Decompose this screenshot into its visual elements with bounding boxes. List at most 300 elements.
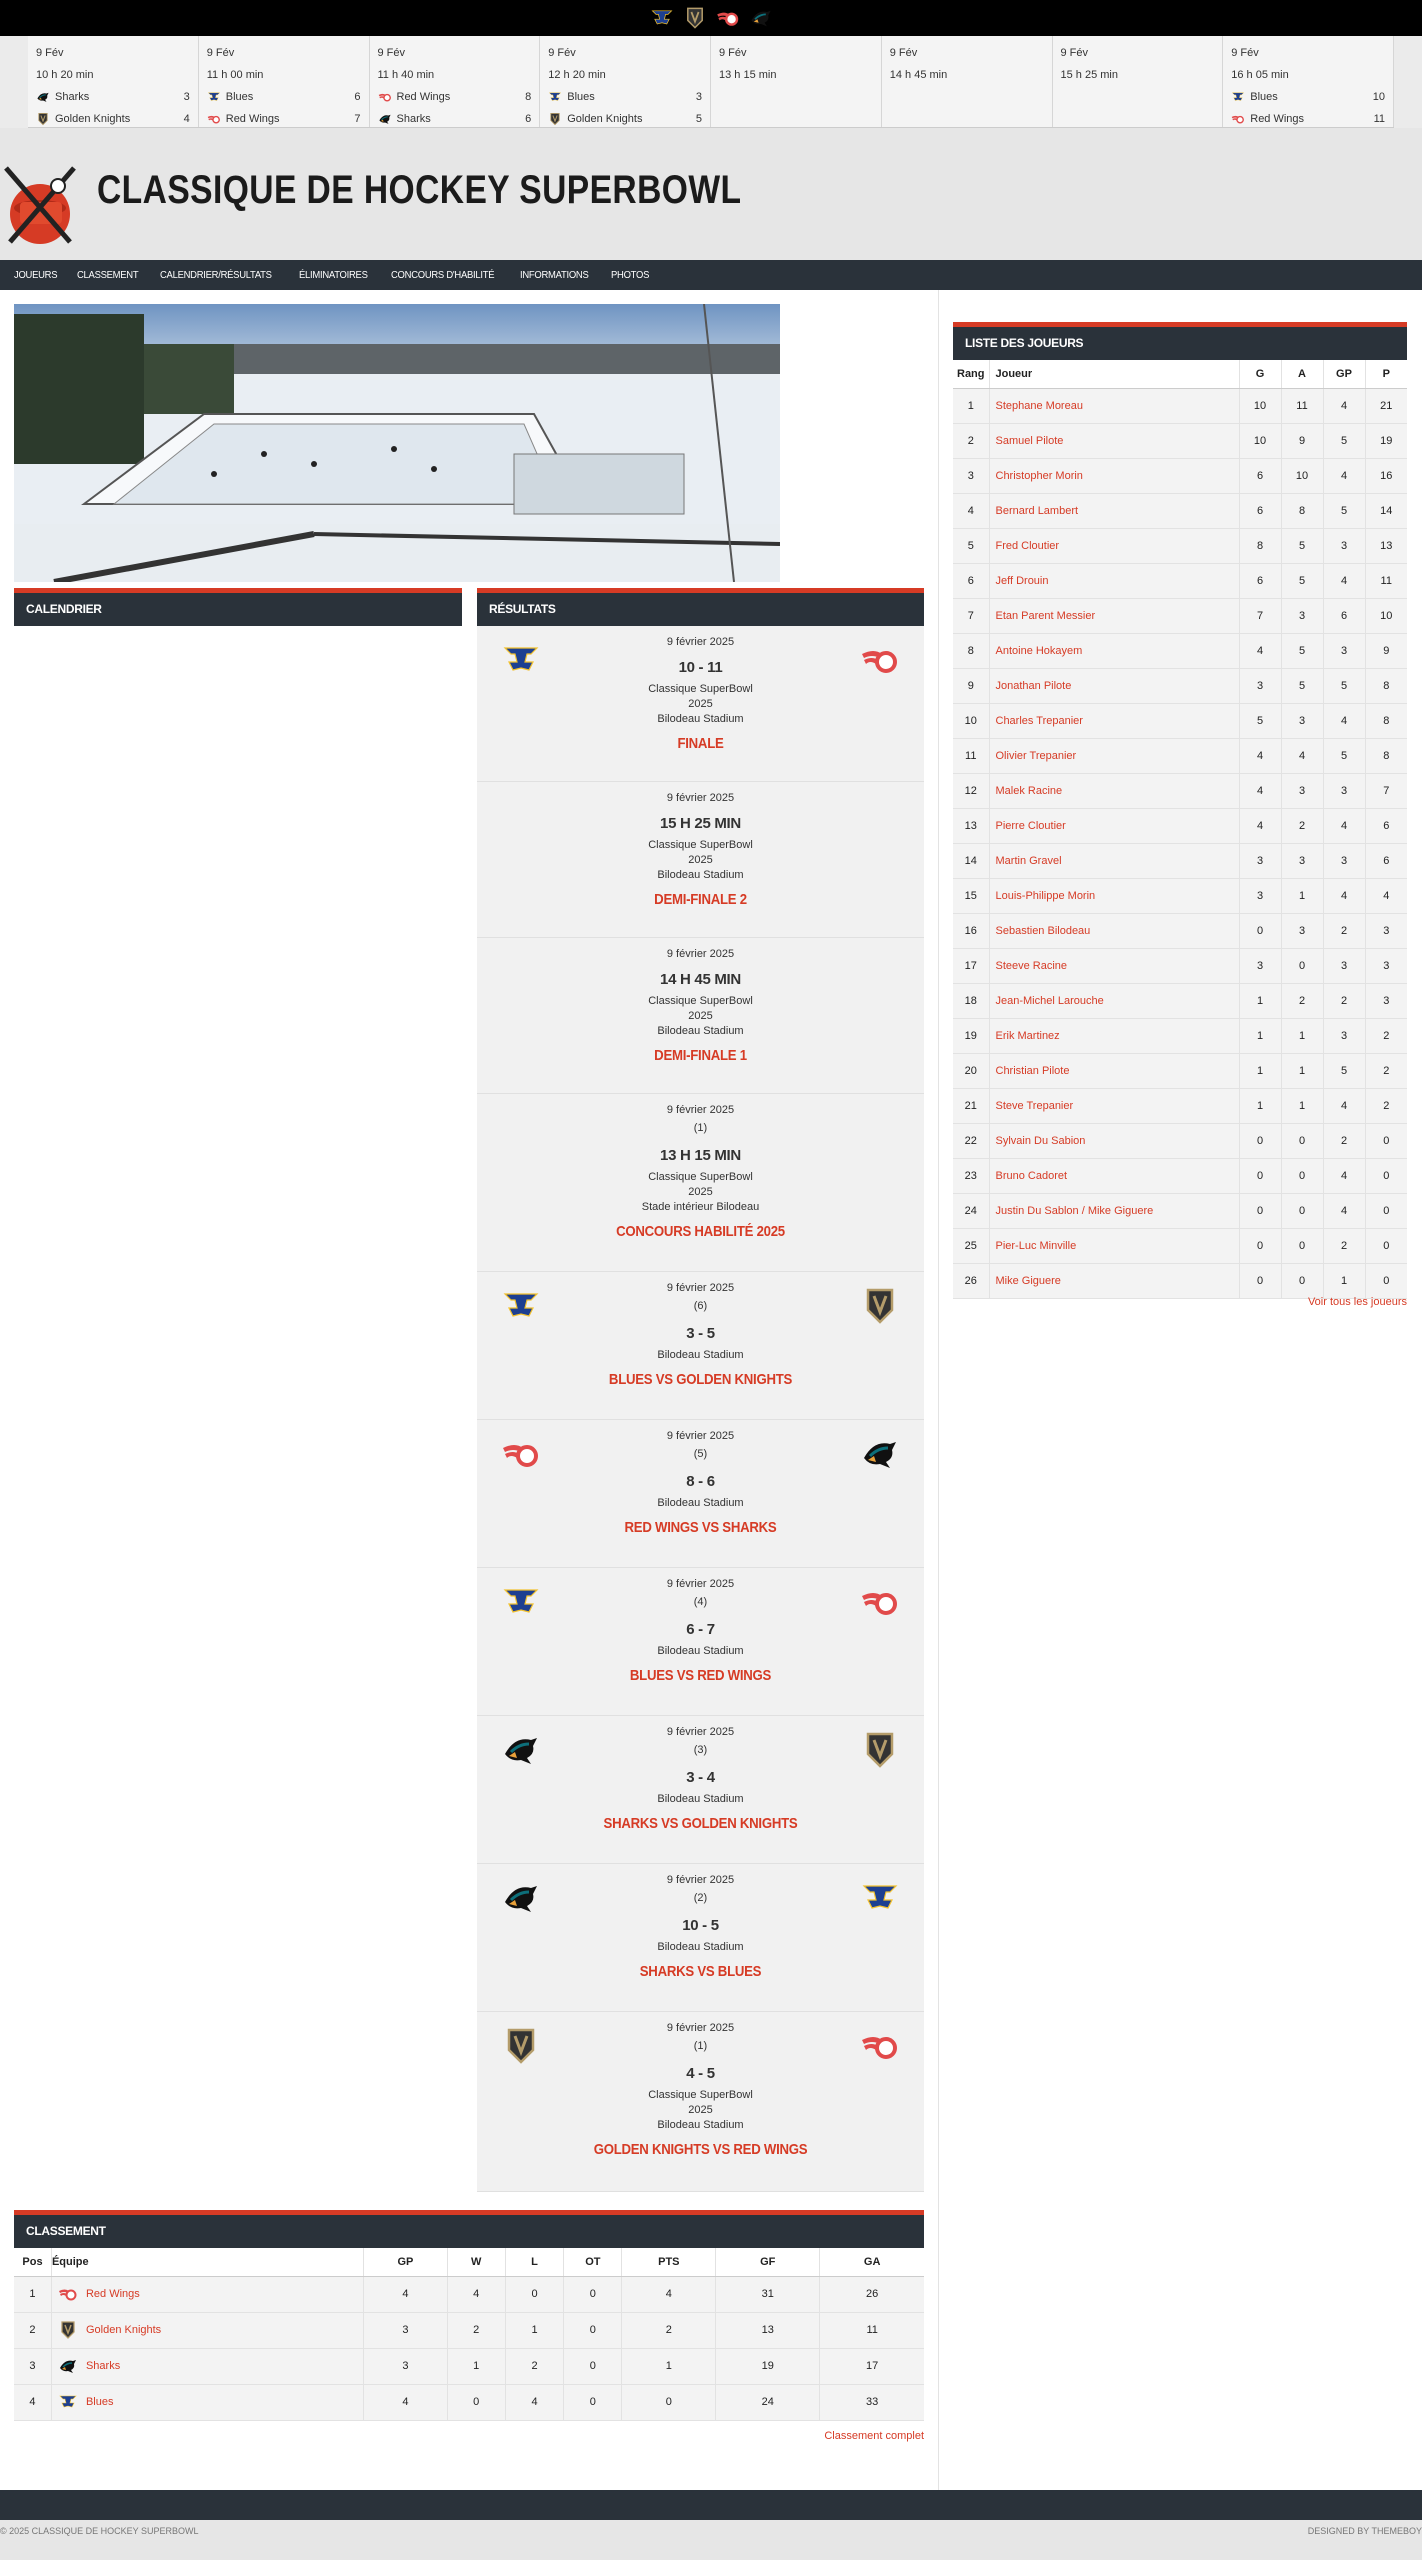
- red-wings-logo[interactable]: [860, 1582, 900, 1622]
- sharks-logo: [378, 112, 392, 126]
- sharks-logo[interactable]: [860, 1434, 900, 1474]
- player-row: [953, 1158, 1407, 1193]
- standings-stat-cell: 3: [364, 2348, 447, 2384]
- view-all-players-link[interactable]: Voir tous les joueurs: [1307, 1296, 1407, 1308]
- ticker-team-name: Blues: [225, 91, 254, 103]
- result-title-link[interactable]: DEMI-FINALE 1: [654, 1047, 747, 1064]
- blues-logo[interactable]: [650, 6, 674, 30]
- standings-stat-cell: 2: [505, 2348, 563, 2384]
- player-link[interactable]: Christian Pilote: [995, 1064, 1070, 1077]
- player-stat-cell: 1: [1239, 1088, 1281, 1123]
- player-name-cell: [989, 808, 1239, 843]
- player-link[interactable]: Pierre Cloutier: [995, 819, 1066, 832]
- standings-col-header[interactable]: L: [505, 2248, 563, 2276]
- standings-stat-cell: 1: [447, 2348, 505, 2384]
- red-wings-logo: [378, 90, 392, 104]
- standings-row: [14, 2348, 924, 2384]
- player-stat-cell: 3: [1323, 1018, 1365, 1053]
- result-date: 9 février 2025: [666, 1726, 735, 1738]
- ticker-game[interactable]: [711, 36, 882, 127]
- standings-col-header[interactable]: Pos: [14, 2248, 51, 2276]
- standings-col-header[interactable]: OT: [564, 2248, 622, 2276]
- ticker-game[interactable]: [28, 36, 199, 127]
- player-stat-cell: 1: [1281, 1088, 1323, 1123]
- ticker-team-row: [36, 86, 190, 108]
- result-card[interactable]: [477, 782, 924, 938]
- player-stat-cell: 5: [953, 528, 989, 563]
- player-stat-cell: 5: [1281, 668, 1323, 703]
- standings-team-link[interactable]: Golden Knights: [85, 2323, 162, 2336]
- player-link[interactable]: Pier-Luc Minville: [995, 1239, 1077, 1252]
- ticker-team-score: 3: [695, 91, 702, 103]
- player-name-cell: [989, 1263, 1239, 1298]
- player-name-cell: [989, 913, 1239, 948]
- golden-knights-logo[interactable]: [860, 1730, 900, 1770]
- result-date: 9 février 2025: [666, 1578, 735, 1590]
- ticker-game[interactable]: [540, 36, 711, 127]
- standings-stat-cell: 24: [716, 2384, 820, 2420]
- player-stat-cell: 0: [1239, 1123, 1281, 1158]
- ticker-team-row: [207, 86, 361, 108]
- player-link[interactable]: Malek Racine: [995, 784, 1063, 797]
- ticker-team-score: 3: [183, 91, 190, 103]
- player-row: [953, 423, 1407, 458]
- standings-stat-cell: 2: [14, 2312, 51, 2348]
- player-name-cell: [989, 1123, 1239, 1158]
- standings-team-link[interactable]: Red Wings: [85, 2287, 140, 2300]
- player-link[interactable]: Sebastien Bilodeau: [995, 924, 1091, 937]
- player-link[interactable]: Jean-Michel Larouche: [995, 994, 1104, 1007]
- ticker-time: 16 h 05 min: [1231, 69, 1289, 81]
- result-venue: Bilodeau Stadium: [657, 713, 744, 725]
- player-link[interactable]: Antoine Hokayem: [995, 644, 1083, 657]
- standings-stat-cell: 13: [716, 2312, 820, 2348]
- sharks-logo[interactable]: [501, 1730, 541, 1770]
- players-table-header: [953, 360, 1407, 388]
- player-stat-cell: 0: [1365, 1158, 1407, 1193]
- ticker-team-name: Golden Knights: [567, 113, 643, 125]
- player-stat-cell: 3: [1323, 528, 1365, 563]
- result-date: 9 février 2025: [666, 2022, 735, 2034]
- nav-item-calendrier-résultats[interactable]: CALENDRIER/RÉSULTATS: [160, 269, 272, 281]
- player-link[interactable]: Fred Cloutier: [995, 539, 1060, 552]
- standings-stat-cell: 2: [447, 2312, 505, 2348]
- standings-col-header[interactable]: Équipe: [51, 2248, 363, 2276]
- ticker-game[interactable]: [882, 36, 1053, 127]
- result-title-link[interactable]: FINALE: [677, 735, 724, 752]
- nav-item-photos[interactable]: PHOTOS: [611, 269, 650, 281]
- ticker-game[interactable]: [1223, 36, 1394, 127]
- red-wings-logo[interactable]: [860, 640, 900, 680]
- player-link[interactable]: Samuel Pilote: [995, 434, 1064, 447]
- player-name-cell: [989, 493, 1239, 528]
- standings-stat-cell: 1: [14, 2276, 51, 2312]
- ticker-date: 9 Fév: [206, 47, 235, 59]
- golden-knights-logo[interactable]: [58, 2320, 78, 2340]
- player-stat-cell: 2: [1365, 1088, 1407, 1123]
- ticker-game[interactable]: [199, 36, 370, 127]
- full-standings-link[interactable]: Classement complet: [824, 2430, 924, 2442]
- ticker-team-name: Blues: [567, 91, 595, 103]
- top-logo-bar: [0, 0, 1422, 36]
- player-stat-cell: 8: [953, 633, 989, 668]
- player-stat-cell: 6: [1323, 598, 1365, 633]
- player-stat-cell: 4: [1239, 738, 1281, 773]
- player-stat-cell: 3: [1365, 948, 1407, 983]
- player-name-cell: [989, 528, 1239, 563]
- player-stat-cell: 5: [1323, 1053, 1365, 1088]
- result-title-link[interactable]: GOLDEN KNIGHTS VS RED WINGS: [593, 2141, 808, 2158]
- player-stat-cell: 3: [1323, 773, 1365, 808]
- standings-stat-cell: 0: [564, 2348, 622, 2384]
- player-name-cell: [989, 1228, 1239, 1263]
- standings-team-cell: [51, 2276, 363, 2312]
- result-title-link[interactable]: BLUES VS GOLDEN KNIGHTS: [608, 1371, 793, 1388]
- players-col-header[interactable]: GP: [1323, 360, 1365, 388]
- player-stat-cell: 5: [1239, 703, 1281, 738]
- designed-by-text[interactable]: DESIGNED BY THEMEBOY: [1307, 2526, 1422, 2536]
- player-stat-cell: 4: [1323, 808, 1365, 843]
- sharks-logo[interactable]: [58, 2356, 78, 2376]
- ticker-game[interactable]: [1053, 36, 1224, 127]
- player-stat-cell: 0: [1281, 1263, 1323, 1298]
- ticker-team-row: [36, 108, 190, 130]
- player-stat-cell: 0: [1239, 1263, 1281, 1298]
- player-name-cell: [989, 668, 1239, 703]
- player-stat-cell: 22: [953, 1123, 989, 1158]
- red-wings-logo[interactable]: [860, 2026, 900, 2066]
- player-stat-cell: 21: [953, 1088, 989, 1123]
- result-date: 9 février 2025: [666, 636, 735, 648]
- player-stat-cell: 3: [1281, 703, 1323, 738]
- main-content: [0, 290, 1422, 2490]
- result-card[interactable]: [477, 626, 924, 782]
- result-venue: Classique SuperBowl: [648, 2089, 753, 2101]
- result-card[interactable]: [477, 1716, 924, 1864]
- player-stat-cell: 3: [1281, 598, 1323, 633]
- player-stat-cell: 6: [1365, 843, 1407, 878]
- player-stat-cell: 4: [953, 493, 989, 528]
- result-venue: Classique SuperBowl: [648, 995, 753, 1007]
- standings-stat-cell: 26: [820, 2276, 924, 2312]
- result-venue: Bilodeau Stadium: [657, 1645, 744, 1657]
- ticker-team-name: Golden Knights: [55, 113, 131, 125]
- calendar-widget-title: CALENDRIER: [14, 588, 462, 626]
- result-venue: 2025: [688, 1186, 713, 1198]
- player-stat-cell: 19: [953, 1018, 989, 1053]
- result-title-link[interactable]: BLUES VS RED WINGS: [629, 1667, 772, 1684]
- player-name-cell: [989, 703, 1239, 738]
- result-card[interactable]: [477, 938, 924, 1094]
- player-stat-cell: 2: [1281, 808, 1323, 843]
- results-list: [477, 626, 924, 2192]
- player-stat-cell: 2: [1323, 1228, 1365, 1263]
- ticker-time: 11 h 40 min: [377, 69, 435, 81]
- result-card[interactable]: [477, 1864, 924, 2012]
- player-link[interactable]: Sylvain Du Sabion: [995, 1134, 1086, 1147]
- blues-logo: [1231, 90, 1245, 104]
- player-stat-cell: 0: [1365, 1193, 1407, 1228]
- player-stat-cell: 3: [1239, 878, 1281, 913]
- result-date: 9 février 2025: [666, 1282, 735, 1294]
- result-score: 8 - 6: [686, 1473, 715, 1490]
- ticker-date: 9 Fév: [548, 47, 576, 59]
- ticker-date: 9 Fév: [377, 47, 406, 59]
- standings-col-header[interactable]: GA: [820, 2248, 924, 2276]
- player-name-cell: [989, 1193, 1239, 1228]
- red-wings-logo: [207, 112, 221, 126]
- player-link[interactable]: Bruno Cadoret: [995, 1169, 1068, 1182]
- result-venue: Classique SuperBowl: [648, 839, 753, 851]
- player-stat-cell: 0: [1365, 1263, 1407, 1298]
- players-col-header[interactable]: Rang: [953, 360, 989, 388]
- player-stat-cell: 10: [953, 703, 989, 738]
- player-link[interactable]: Jeff Drouin: [995, 574, 1049, 587]
- player-stat-cell: 3: [1281, 773, 1323, 808]
- blues-logo[interactable]: [501, 1582, 541, 1622]
- player-stat-cell: 11: [1281, 388, 1323, 423]
- player-row: [953, 563, 1407, 598]
- player-stat-cell: 4: [1323, 1193, 1365, 1228]
- player-stat-cell: 0: [1239, 1193, 1281, 1228]
- ticker-team-row: [378, 86, 532, 108]
- result-game-number: (1): [693, 1122, 708, 1134]
- player-link[interactable]: Olivier Trepanier: [995, 749, 1077, 762]
- player-stat-cell: 3: [1323, 948, 1365, 983]
- player-stat-cell: 7: [1365, 773, 1407, 808]
- player-stat-cell: 9: [1365, 633, 1407, 668]
- player-stat-cell: 4: [1239, 773, 1281, 808]
- sharks-logo[interactable]: [501, 1878, 541, 1918]
- player-stat-cell: 14: [1365, 493, 1407, 528]
- player-row: [953, 528, 1407, 563]
- nav-item-classement[interactable]: CLASSEMENT: [77, 269, 139, 281]
- footer-bar: [0, 2490, 1422, 2520]
- scores-ticker: [28, 36, 1394, 128]
- sharks-logo: [36, 90, 50, 104]
- player-name-cell: [989, 1158, 1239, 1193]
- footer: [0, 2520, 1422, 2560]
- result-card[interactable]: [477, 2012, 924, 2192]
- player-row: [953, 1123, 1407, 1158]
- player-link[interactable]: Jonathan Pilote: [995, 679, 1072, 692]
- golden-knights-logo: [548, 112, 562, 126]
- result-venue: Bilodeau Stadium: [657, 869, 744, 881]
- ticker-team-row: [207, 108, 361, 130]
- blues-logo[interactable]: [58, 2392, 78, 2412]
- result-card[interactable]: [477, 1568, 924, 1716]
- players-col-header[interactable]: A: [1281, 360, 1323, 388]
- result-title-link[interactable]: CONCOURS HABILITÉ 2025: [616, 1223, 785, 1240]
- players-col-header[interactable]: G: [1239, 360, 1281, 388]
- player-stat-cell: 10: [1239, 423, 1281, 458]
- player-link[interactable]: Mike Giguere: [995, 1274, 1061, 1287]
- player-stat-cell: 3: [1365, 983, 1407, 1018]
- blues-logo[interactable]: [501, 1286, 541, 1326]
- golden-knights-logo[interactable]: [860, 1286, 900, 1326]
- player-link[interactable]: Etan Parent Messier: [995, 609, 1096, 622]
- player-stat-cell: 25: [953, 1228, 989, 1263]
- player-stat-cell: 8: [1281, 493, 1323, 528]
- standings-stat-cell: 31: [716, 2276, 820, 2312]
- player-stat-cell: 2: [1365, 1053, 1407, 1088]
- player-name-cell: [989, 633, 1239, 668]
- player-stat-cell: 3: [1281, 913, 1323, 948]
- player-stat-cell: 7: [1239, 598, 1281, 633]
- ticker-team-name: Red Wings: [225, 113, 280, 125]
- player-row: [953, 703, 1407, 738]
- player-stat-cell: 10: [1365, 598, 1407, 633]
- standings-row: [14, 2312, 924, 2348]
- player-name-cell: [989, 1053, 1239, 1088]
- player-name-cell: [989, 948, 1239, 983]
- player-stat-cell: 0: [1281, 1123, 1323, 1158]
- player-link[interactable]: Martin Gravel: [995, 854, 1062, 867]
- result-venue: Bilodeau Stadium: [657, 1025, 744, 1037]
- ticker-team-name: Sharks: [55, 91, 90, 103]
- blues-logo[interactable]: [501, 640, 541, 680]
- player-stat-cell: 1: [953, 388, 989, 423]
- result-title-link[interactable]: DEMI-FINALE 2: [654, 891, 747, 908]
- standings-stat-cell: 4: [14, 2384, 51, 2420]
- player-link[interactable]: Steve Trepanier: [995, 1099, 1074, 1112]
- ticker-team-name: Sharks: [396, 113, 431, 125]
- player-link[interactable]: Charles Trepanier: [995, 714, 1083, 727]
- standings-stat-cell: 1: [505, 2312, 563, 2348]
- ticker-team-name: Red Wings: [396, 91, 451, 103]
- main-nav: [0, 260, 1422, 290]
- golden-knights-logo: [36, 112, 50, 126]
- player-stat-cell: 6: [1239, 493, 1281, 528]
- nav-item-joueurs[interactable]: JOUEURS: [14, 269, 58, 281]
- standings-row: [14, 2384, 924, 2420]
- player-stat-cell: 8: [1239, 528, 1281, 563]
- red-wings-logo[interactable]: [501, 1434, 541, 1474]
- ticker-team-score: 11: [1373, 113, 1385, 125]
- player-row: [953, 1088, 1407, 1123]
- standings-stat-cell: 3: [364, 2312, 447, 2348]
- nav-item-informations[interactable]: INFORMATIONS: [520, 269, 589, 281]
- site-logo[interactable]: [0, 158, 92, 250]
- player-stat-cell: 24: [953, 1193, 989, 1228]
- player-row: [953, 458, 1407, 493]
- red-wings-logo[interactable]: [58, 2284, 78, 2304]
- player-link[interactable]: Louis-Philippe Morin: [995, 889, 1096, 902]
- standings-stat-cell: 0: [505, 2276, 563, 2312]
- standings-stat-cell: 0: [564, 2312, 622, 2348]
- result-title-link[interactable]: SHARKS VS GOLDEN KNIGHTS: [603, 1815, 798, 1832]
- players-col-header[interactable]: P: [1365, 360, 1407, 388]
- ticker-team-score: 6: [525, 113, 532, 125]
- player-stat-cell: 7: [953, 598, 989, 633]
- player-link[interactable]: Christopher Morin: [995, 469, 1083, 482]
- result-game-number: (3): [693, 1744, 708, 1756]
- result-game-number: (4): [693, 1596, 708, 1608]
- player-link[interactable]: Stephane Moreau: [995, 399, 1083, 412]
- player-row: [953, 388, 1407, 423]
- player-name-cell: [989, 1018, 1239, 1053]
- player-link[interactable]: Bernard Lambert: [995, 504, 1079, 517]
- player-stat-cell: 0: [1365, 1123, 1407, 1158]
- player-stat-cell: 1: [1239, 1053, 1281, 1088]
- standings-col-header[interactable]: W: [447, 2248, 505, 2276]
- player-stat-cell: 0: [1281, 1158, 1323, 1193]
- standings-stat-cell: 33: [820, 2384, 924, 2420]
- player-link[interactable]: Erik Martinez: [995, 1029, 1060, 1042]
- standings-table-header: [14, 2248, 924, 2276]
- player-name-cell: [989, 388, 1239, 423]
- copyright-text: © 2025 CLASSIQUE DE HOCKEY SUPERBOWL: [0, 2526, 199, 2536]
- player-row: [953, 598, 1407, 633]
- result-card[interactable]: [477, 1420, 924, 1568]
- standings-col-header[interactable]: GF: [716, 2248, 820, 2276]
- result-title-link[interactable]: SHARKS VS BLUES: [639, 1963, 762, 1980]
- ticker-time: 10 h 20 min: [36, 69, 94, 81]
- player-stat-cell: 2: [1323, 983, 1365, 1018]
- player-stat-cell: 2: [1323, 913, 1365, 948]
- result-venue: Classique SuperBowl: [648, 1171, 753, 1183]
- red-wings-logo[interactable]: [716, 6, 740, 30]
- player-stat-cell: 3: [1239, 948, 1281, 983]
- standings-team-link[interactable]: Sharks: [85, 2359, 121, 2372]
- blues-logo[interactable]: [860, 1878, 900, 1918]
- result-score: 14 H 45 MIN: [660, 971, 741, 988]
- player-stat-cell: 5: [1323, 668, 1365, 703]
- player-stat-cell: 3: [1239, 843, 1281, 878]
- standings-stat-cell: 19: [716, 2348, 820, 2384]
- player-row: [953, 878, 1407, 913]
- player-row: [953, 738, 1407, 773]
- player-stat-cell: 1: [1323, 1263, 1365, 1298]
- results-widget-title: RÉSULTATS: [477, 588, 924, 626]
- result-date: 9 février 2025: [666, 1430, 735, 1442]
- player-row: [953, 808, 1407, 843]
- golden-knights-logo[interactable]: [683, 6, 707, 30]
- standings-team-link[interactable]: Blues: [85, 2395, 114, 2408]
- site-title[interactable]: CLASSIQUE DE HOCKEY SUPERBOWL: [97, 168, 742, 212]
- nav-item-concours-d-habilité[interactable]: CONCOURS D'HABILITÉ: [390, 269, 494, 281]
- rink-photo: [14, 304, 780, 582]
- player-stat-cell: 16: [1365, 458, 1407, 493]
- player-stat-cell: 4: [1323, 1088, 1365, 1123]
- player-stat-cell: 20: [953, 1053, 989, 1088]
- player-link[interactable]: Steeve Racine: [995, 959, 1068, 972]
- ticker-time: 13 h 15 min: [719, 69, 777, 81]
- sharks-logo[interactable]: [749, 6, 773, 30]
- player-stat-cell: 8: [1365, 738, 1407, 773]
- players-col-header[interactable]: Joueur: [989, 360, 1239, 388]
- ticker-team-row: [548, 108, 702, 130]
- player-row: [953, 633, 1407, 668]
- red-wings-logo: [1231, 112, 1245, 126]
- standings-stat-cell: 0: [564, 2384, 622, 2420]
- nav-item-éliminatoires[interactable]: ÉLIMINATOIRES: [299, 269, 368, 281]
- result-venue: 2025: [688, 1010, 713, 1022]
- ticker-game[interactable]: [370, 36, 541, 127]
- ticker-time: 11 h 00 min: [206, 69, 264, 81]
- player-stat-cell: 11: [953, 738, 989, 773]
- result-title-link[interactable]: RED WINGS VS SHARKS: [624, 1519, 777, 1536]
- golden-knights-logo[interactable]: [501, 2026, 541, 2066]
- player-link[interactable]: Justin Du Sablon / Mike Giguere: [995, 1204, 1154, 1217]
- standings-stat-cell: 1: [622, 2348, 716, 2384]
- player-stat-cell: 3: [1281, 843, 1323, 878]
- result-card[interactable]: [477, 1272, 924, 1420]
- result-card[interactable]: [477, 1094, 924, 1272]
- standings-col-header[interactable]: GP: [364, 2248, 447, 2276]
- player-name-cell: [989, 1088, 1239, 1123]
- standings-col-header[interactable]: PTS: [622, 2248, 716, 2276]
